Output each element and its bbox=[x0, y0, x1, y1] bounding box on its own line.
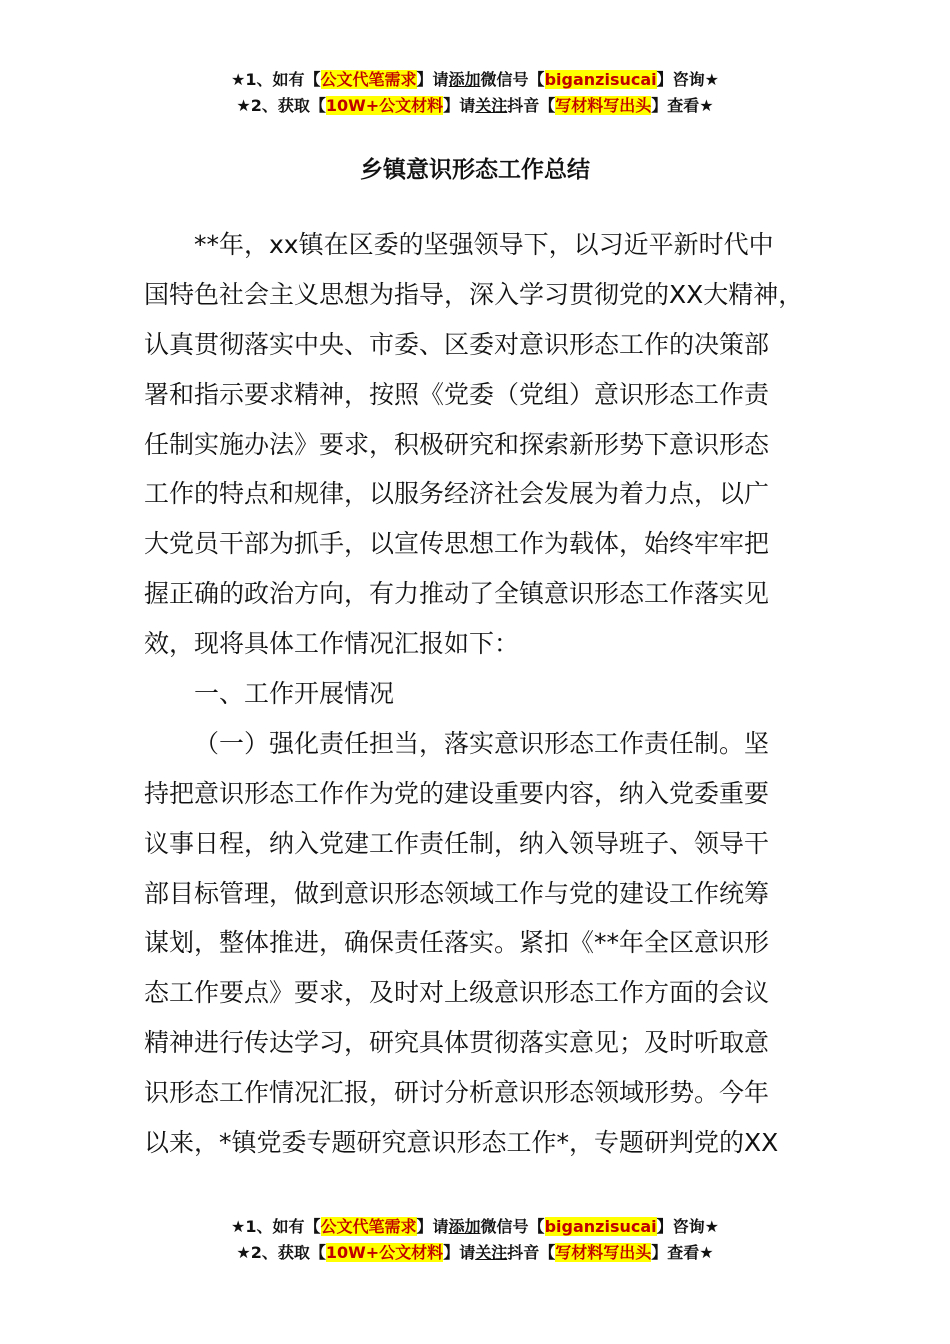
banner-text: 】咨询★ bbox=[656, 1217, 719, 1236]
banner-underline: 关注 bbox=[475, 96, 508, 115]
body-line: （一）强化责任担当，落实意识形态工作责任制。坚 bbox=[194, 728, 770, 758]
body-line: 认真贯彻落实中央、市委、区委对意识形态工作的决策部 bbox=[144, 329, 770, 359]
banner-text: ★1、如有【 bbox=[231, 1217, 321, 1236]
document-title: 乡镇意识形态工作总结 bbox=[360, 157, 590, 183]
banner-highlight: 写材料写出头 bbox=[555, 1243, 652, 1262]
banner-text: ★2、获取【 bbox=[236, 1243, 326, 1262]
banner-text: ★2、获取【 bbox=[236, 96, 326, 115]
banner-highlight: 写材料写出头 bbox=[555, 96, 652, 115]
banner-text: 】请 bbox=[443, 96, 476, 115]
body-line: 精神进行传达学习，研究具体贯彻落实意见；及时听取意 bbox=[144, 1028, 770, 1058]
banner-highlight: 10W+公文材料 bbox=[325, 1243, 444, 1262]
body-line: 态工作要点》要求，及时对上级意识形态工作方面的会议 bbox=[144, 978, 770, 1008]
banner-text: 】请 bbox=[416, 70, 449, 89]
body-line: 署和指示要求精神，按照《党委（党组）意识形态工作责 bbox=[144, 379, 770, 409]
banner-underline: 添加 bbox=[448, 70, 481, 89]
body-line: 部目标管理，做到意识形态领域工作与党的建设工作统筹 bbox=[144, 878, 770, 908]
banner-text: 】咨询★ bbox=[656, 70, 719, 89]
banner-highlight: 10W+公文材料 bbox=[325, 96, 444, 115]
body-line: **年，xx镇在区委的坚强领导下，以习近平新时代中 bbox=[194, 230, 774, 259]
body-line: 握正确的政治方向，有力推动了全镇意识形态工作落实见 bbox=[144, 579, 770, 609]
body-line: 谋划，整体推进，确保责任落实。紧扣《**年全区意识形 bbox=[144, 928, 770, 958]
banner-highlight: biganzisucai bbox=[544, 70, 657, 89]
banner-line-2 bbox=[0, 1240, 950, 1266]
banner-text: 】请 bbox=[416, 1217, 449, 1236]
footer-banner bbox=[0, 1214, 950, 1266]
banner-text: 】查看★ bbox=[651, 1243, 714, 1262]
body-line: 以来，*镇党委专题研究意识形态工作*，专题研判党的XX bbox=[144, 1128, 779, 1158]
body-line: 大党员干部为抓手，以宣传思想工作为载体，始终牢牢把 bbox=[144, 529, 770, 559]
banner-text: 】请 bbox=[443, 1243, 476, 1262]
banner-line-1 bbox=[0, 67, 950, 93]
body-line: 识形态工作情况汇报，研讨分析意识形态领域形势。今年 bbox=[144, 1078, 770, 1108]
section-heading: 一、工作开展情况 bbox=[194, 679, 395, 709]
banner-text: 微信号【 bbox=[480, 1217, 545, 1236]
body-line: 任制实施办法》要求，积极研究和探索新形势下意识形态 bbox=[144, 429, 770, 459]
body-line: 议事日程，纳入党建工作责任制，纳入领导班子、领导干 bbox=[144, 828, 770, 858]
banner-text: ★1、如有【 bbox=[231, 70, 321, 89]
banner-text: 抖音【 bbox=[507, 1243, 556, 1262]
body-line: 持把意识形态工作作为党的建设重要内容，纳入党委重要 bbox=[144, 778, 770, 808]
banner-highlight: 公文代笔需求 bbox=[320, 70, 417, 89]
banner-text: 】查看★ bbox=[651, 96, 714, 115]
body-line: 效，现将具体工作情况汇报如下： bbox=[144, 629, 520, 659]
banner-text: 抖音【 bbox=[507, 96, 556, 115]
body-line: 工作的特点和规律，以服务经济社会发展为着力点，以广 bbox=[144, 479, 770, 509]
banner-highlight: 公文代笔需求 bbox=[320, 1217, 417, 1236]
body-line: 国特色社会主义思想为指导，深入学习贯彻党的XX大精神， bbox=[144, 279, 804, 309]
banner-underline: 添加 bbox=[448, 1217, 481, 1236]
header-banner bbox=[0, 67, 950, 119]
banner-text: 微信号【 bbox=[480, 70, 545, 89]
banner-highlight: biganzisucai bbox=[544, 1217, 657, 1236]
document-body bbox=[144, 220, 824, 1168]
banner-line-2 bbox=[0, 93, 950, 119]
banner-line-1 bbox=[0, 1214, 950, 1240]
banner-underline: 关注 bbox=[475, 1243, 508, 1262]
